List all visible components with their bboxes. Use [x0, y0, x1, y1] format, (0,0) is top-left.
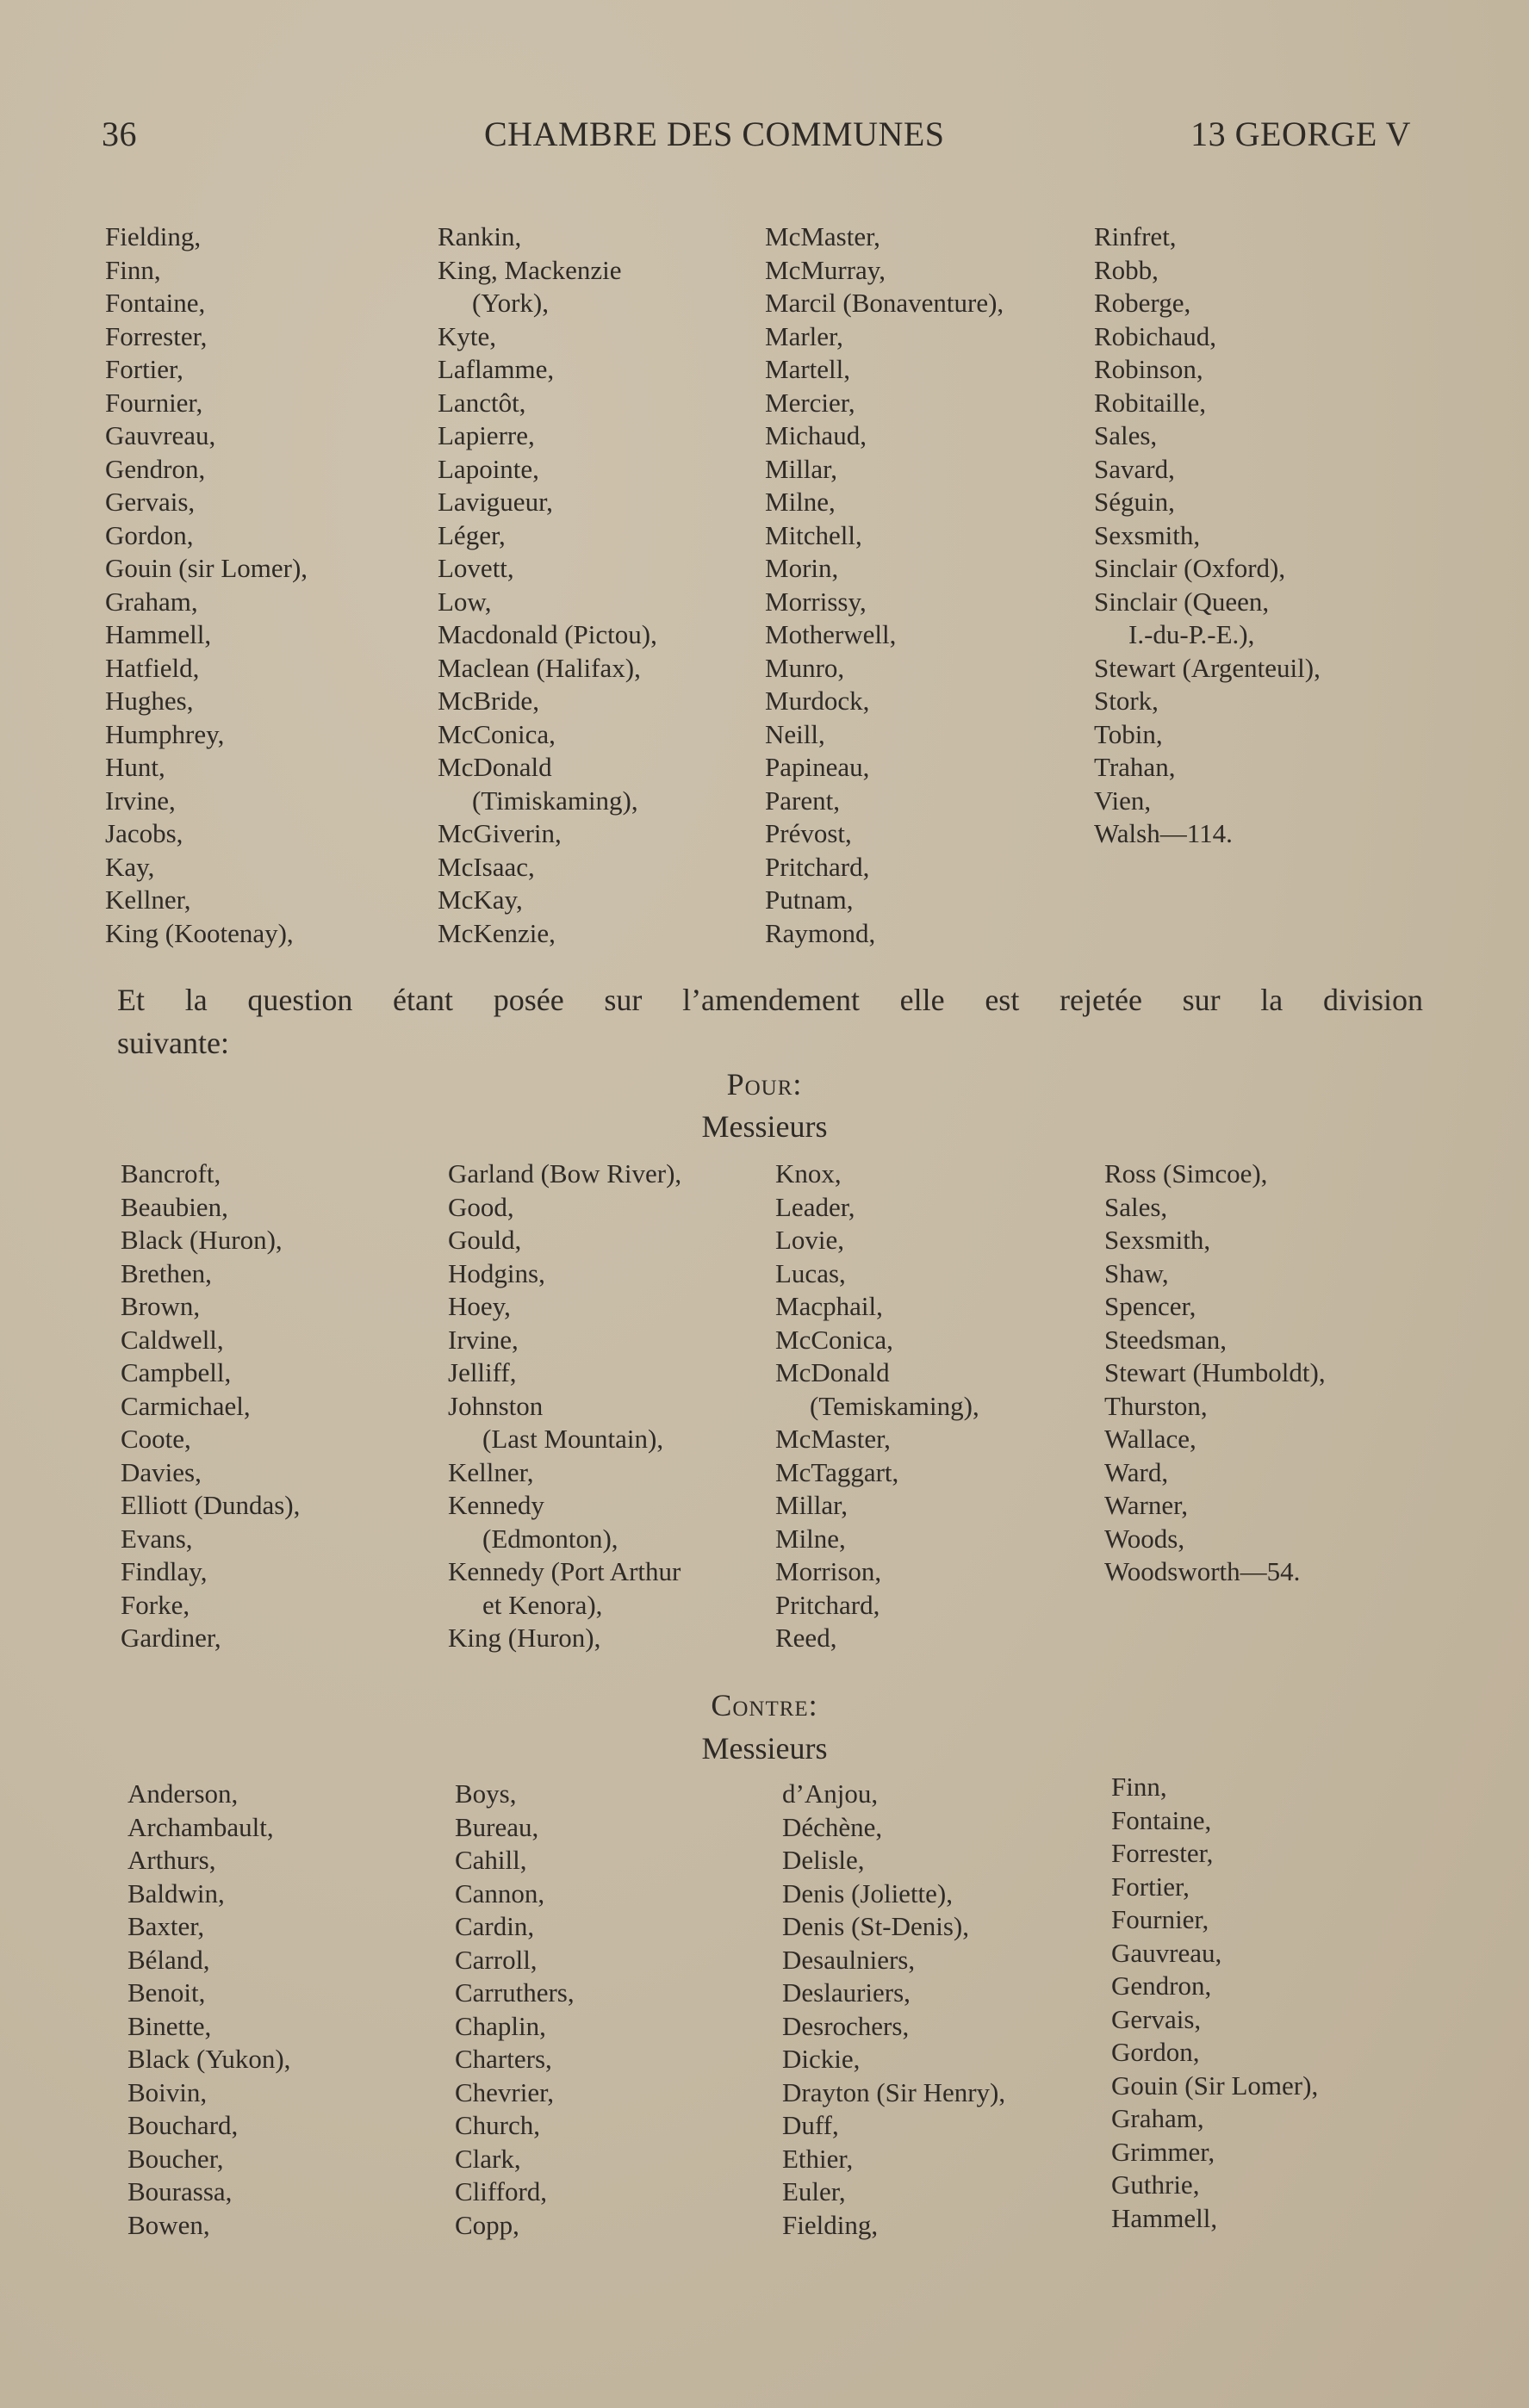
contre-column-3: [782, 1778, 1005, 2242]
member-name: Caldwell,: [121, 1324, 224, 1355]
member-name: McConica,: [438, 718, 556, 749]
member-name: Arthurs,: [127, 1845, 216, 1875]
member-name: Prévost,: [765, 818, 852, 848]
member-name-continuation: I.-du-P.-E.),: [1128, 619, 1255, 649]
member-name: Rankin,: [438, 221, 522, 251]
contre-heading: Contre:: [711, 1688, 818, 1722]
member-name: Lucas,: [775, 1257, 846, 1288]
member-name: Putnam,: [765, 884, 854, 915]
member-name: Black (Yukon),: [127, 2044, 291, 2074]
pour-column-3: [775, 1157, 979, 1655]
member-name: Chaplin,: [455, 2010, 546, 2041]
member-name: Irvine,: [448, 1324, 519, 1355]
member-name: Hughes,: [105, 686, 194, 716]
member-name: Kyte,: [438, 320, 497, 351]
member-name: Guthrie,: [1111, 2169, 1200, 2200]
member-name: Bouchard,: [127, 2110, 239, 2140]
member-name: Hodgins,: [448, 1257, 545, 1288]
member-name: Kennedy: [448, 1490, 544, 1520]
member-name: Baldwin,: [127, 1877, 225, 1908]
member-name: Archambault,: [127, 1811, 274, 1842]
list1-column-4: [1094, 220, 1321, 851]
member-name: Drayton (Sir Henry),: [782, 2076, 1006, 2107]
member-name: Sales,: [1104, 1191, 1168, 1222]
member-name: Forrester,: [105, 320, 208, 351]
member-name: King, Mackenzie: [438, 254, 622, 285]
member-name: Boys,: [455, 1778, 517, 1809]
member-name: Steedsman,: [1104, 1324, 1228, 1355]
member-name: Murdock,: [765, 686, 870, 716]
member-name: Lapierre,: [438, 420, 535, 450]
member-name: Lapointe,: [438, 453, 539, 484]
member-name: Copp,: [455, 2209, 519, 2240]
member-name: Milne,: [775, 1523, 846, 1554]
member-name: Boucher,: [127, 2143, 224, 2174]
member-name: Bureau,: [455, 1811, 539, 1842]
page-number: 36: [102, 115, 137, 153]
division-statement-line-1: Et la question étant posée sur l’amendement elle est rejetée sur la division: [117, 983, 1423, 1017]
pour-heading: Pour:: [726, 1067, 803, 1102]
member-name: Cannon,: [455, 1877, 545, 1908]
member-name-continuation: (Last Mountain),: [482, 1424, 664, 1454]
member-name: Cardin,: [455, 1911, 535, 1941]
member-name: Denis (St-Denis),: [782, 1911, 969, 1941]
member-name: Dickie,: [782, 2044, 861, 2074]
member-name: Papineau,: [765, 752, 870, 782]
member-name: Kellner,: [448, 1456, 534, 1487]
member-name: Clifford,: [455, 2176, 548, 2206]
member-name: Elliott (Dundas),: [121, 1490, 301, 1520]
member-name: Mitchell,: [765, 519, 862, 550]
member-name: Morin,: [765, 553, 839, 583]
member-name: Brethen,: [121, 1257, 212, 1288]
member-name: Robinson,: [1094, 354, 1203, 384]
member-name: Marcil (Bonaventure),: [765, 288, 1004, 318]
member-name: Stewart (Argenteuil),: [1094, 652, 1321, 683]
list1-column-2: [438, 220, 657, 950]
member-name: Jacobs,: [105, 818, 183, 848]
member-name: McBride,: [438, 686, 539, 716]
member-name: Fontaine,: [105, 288, 206, 318]
member-name: Johnston: [448, 1390, 544, 1421]
member-name: Duff,: [782, 2110, 839, 2140]
member-name: d’Anjou,: [782, 1778, 879, 1809]
member-name: McTaggart,: [775, 1456, 899, 1487]
member-name: Carruthers,: [455, 1977, 575, 2008]
member-name: Beaubien,: [121, 1191, 228, 1222]
member-name: McKay,: [438, 884, 523, 915]
member-name-continuation: (Edmonton),: [482, 1523, 618, 1554]
member-name: McKenzie,: [438, 917, 556, 948]
member-name: Carroll,: [455, 1944, 538, 1975]
member-name: Lovie,: [775, 1225, 845, 1255]
member-name: Robichaud,: [1094, 320, 1217, 351]
member-name: Campbell,: [121, 1357, 232, 1387]
member-name: Hunt,: [105, 752, 165, 782]
member-name: Graham,: [1111, 2103, 1204, 2133]
member-name: Gervais,: [1111, 2003, 1202, 2034]
contre-subheading: Messieurs: [701, 1731, 828, 1766]
running-header: [102, 114, 1411, 165]
member-name: Morrison,: [775, 1556, 882, 1586]
pour-column-4: [1104, 1157, 1326, 1589]
member-name: Kennedy (Port Arthur: [448, 1556, 681, 1586]
member-name-continuation: et Kenora),: [482, 1589, 603, 1620]
member-name: Sinclair (Queen,: [1094, 586, 1270, 617]
member-name: Gendron,: [105, 453, 206, 484]
member-name: Kellner,: [105, 884, 191, 915]
member-name: Humphrey,: [105, 718, 225, 749]
member-name: Déchène,: [782, 1811, 883, 1842]
member-name: Séguin,: [1094, 487, 1175, 517]
member-name: Sinclair (Oxford),: [1094, 553, 1286, 583]
member-name: Gouin (Sir Lomer),: [1111, 2070, 1319, 2101]
member-name: Gordon,: [105, 519, 194, 550]
member-name: Baxter,: [127, 1911, 205, 1941]
member-name: Vien,: [1094, 785, 1152, 816]
member-name: Finn,: [105, 254, 161, 285]
member-name: Fournier,: [1111, 1904, 1209, 1934]
member-name: Bancroft,: [121, 1158, 221, 1188]
pour-subheading: Messieurs: [701, 1109, 828, 1144]
member-name: Euler,: [782, 2176, 846, 2206]
member-name: Stork,: [1094, 686, 1159, 716]
member-name: Pritchard,: [765, 851, 870, 882]
member-name: McConica,: [775, 1324, 893, 1355]
member-name: Ward,: [1104, 1456, 1169, 1487]
member-name: Reed,: [775, 1623, 837, 1653]
member-name: Anderson,: [127, 1778, 239, 1809]
list1-column-3: [765, 220, 1004, 950]
member-name: Spencer,: [1104, 1291, 1196, 1321]
member-name: McMaster,: [775, 1424, 891, 1454]
member-name-continuation: (Temiskaming),: [810, 1390, 979, 1421]
member-name: Milne,: [765, 487, 836, 517]
member-name: McDonald: [438, 752, 552, 782]
member-name: Leader,: [775, 1191, 855, 1222]
member-name: Béland,: [127, 1944, 210, 1975]
member-name: Jelliff,: [448, 1357, 517, 1387]
member-name: Fontaine,: [1111, 1804, 1212, 1835]
member-name: Morrissy,: [765, 586, 867, 617]
member-name: Léger,: [438, 519, 506, 550]
member-name: Shaw,: [1104, 1257, 1169, 1288]
member-name: Lavigueur,: [438, 487, 553, 517]
contre-column-4: [1111, 1771, 1318, 2235]
member-name: King (Kootenay),: [105, 917, 294, 948]
pour-column-2: [448, 1157, 681, 1655]
member-name: Bowen,: [127, 2209, 210, 2240]
member-name: Sexsmith,: [1094, 519, 1201, 550]
member-name: Savard,: [1094, 453, 1175, 484]
member-name: Maclean (Halifax),: [438, 652, 641, 683]
member-name: McIsaac,: [438, 851, 535, 882]
member-name: Carmichael,: [121, 1390, 251, 1421]
member-name: Gordon,: [1111, 2037, 1200, 2067]
member-name: Stewart (Humboldt),: [1104, 1357, 1326, 1387]
member-name: Woods,: [1104, 1523, 1185, 1554]
member-name: Martell,: [765, 354, 850, 384]
page-title: CHAMBRE DES COMMUNES: [484, 115, 945, 153]
member-name: Gouin (sir Lomer),: [105, 553, 308, 583]
member-name: McMaster,: [765, 221, 880, 251]
member-name: Findlay,: [121, 1556, 208, 1586]
member-name: Marler,: [765, 320, 843, 351]
member-name: Rinfret,: [1094, 221, 1177, 251]
member-name: Mercier,: [765, 387, 855, 418]
member-name: Benoit,: [127, 1977, 206, 2008]
member-name: Lovett,: [438, 553, 514, 583]
member-name: Trahan,: [1094, 752, 1176, 782]
member-name: Gendron,: [1111, 1970, 1212, 2001]
member-name: Gould,: [448, 1225, 522, 1255]
member-name: Deslauriers,: [782, 1977, 911, 2008]
member-name: Walsh—114.: [1094, 818, 1233, 848]
member-name: Millar,: [775, 1490, 848, 1520]
member-name: Davies,: [121, 1456, 202, 1487]
member-name: Forrester,: [1111, 1838, 1214, 1868]
member-name: Garland (Bow River),: [448, 1158, 682, 1188]
member-name: Hatfield,: [105, 652, 200, 683]
member-name: Gauvreau,: [1111, 1937, 1222, 1968]
division-statement-line-2: suivante:: [117, 1026, 229, 1060]
member-name: Macphail,: [775, 1291, 883, 1321]
member-name: Fielding,: [105, 221, 202, 251]
member-name: Delisle,: [782, 1845, 865, 1875]
member-name: Brown,: [121, 1291, 201, 1321]
member-name: McMurray,: [765, 254, 886, 285]
member-name: Robitaille,: [1094, 387, 1207, 418]
member-name: Macdonald (Pictou),: [438, 619, 657, 649]
member-name: Fortier,: [1111, 1871, 1190, 1902]
member-name: Grimmer,: [1111, 2136, 1215, 2167]
member-name: Black (Huron),: [121, 1225, 283, 1255]
member-name: Charters,: [455, 2044, 552, 2074]
member-name: Kay,: [105, 851, 155, 882]
member-name: Woodsworth—54.: [1104, 1556, 1301, 1586]
member-name: Graham,: [105, 586, 198, 617]
pour-column-1: [121, 1157, 300, 1655]
member-name: Sexsmith,: [1104, 1225, 1211, 1255]
member-name: Fournier,: [105, 387, 203, 418]
member-name: Irvine,: [105, 785, 176, 816]
member-name: Knox,: [775, 1158, 842, 1188]
member-name: Wallace,: [1104, 1424, 1196, 1454]
member-name-continuation: (York),: [472, 288, 550, 318]
member-name: Boivin,: [127, 2076, 208, 2107]
member-name: McGiverin,: [438, 818, 562, 848]
member-name: Ross (Simcoe),: [1104, 1158, 1268, 1188]
member-name: Forke,: [121, 1589, 190, 1620]
member-name: Chevrier,: [455, 2076, 554, 2107]
member-name: Ethier,: [782, 2143, 854, 2174]
member-name: Finn,: [1111, 1772, 1167, 1802]
member-name: Hammell,: [105, 619, 212, 649]
member-name: Gervais,: [105, 487, 196, 517]
member-name: Sales,: [1094, 420, 1158, 450]
member-name: Fielding,: [782, 2209, 879, 2240]
reign-label: 13 GEORGE V: [1190, 115, 1411, 153]
member-name: Laflamme,: [438, 354, 555, 384]
member-name: Hammell,: [1111, 2202, 1218, 2233]
member-name: Desaulniers,: [782, 1944, 916, 1975]
member-name: Church,: [455, 2110, 541, 2140]
member-name: Hoey,: [448, 1291, 511, 1321]
member-name: Thurston,: [1104, 1390, 1208, 1421]
contre-column-2: [455, 1778, 575, 2242]
member-name: Evans,: [121, 1523, 193, 1554]
member-name: Gauvreau,: [105, 420, 216, 450]
member-name: McDonald: [775, 1357, 890, 1387]
member-name: Good,: [448, 1191, 514, 1222]
member-name: Low,: [438, 586, 492, 617]
member-name: Denis (Joliette),: [782, 1877, 954, 1908]
member-name: Parent,: [765, 785, 840, 816]
member-name: Robb,: [1094, 254, 1159, 285]
member-name: Pritchard,: [775, 1589, 880, 1620]
member-name: King (Huron),: [448, 1623, 601, 1653]
member-name: Motherwell,: [765, 619, 897, 649]
list1-column-1: [105, 220, 308, 950]
member-name: Desrochers,: [782, 2010, 910, 2041]
member-name: Fortier,: [105, 354, 183, 384]
member-name: Neill,: [765, 718, 825, 749]
member-name: Roberge,: [1094, 288, 1191, 318]
member-name: Warner,: [1104, 1490, 1188, 1520]
member-name: Munro,: [765, 652, 845, 683]
contre-column-1: [127, 1778, 290, 2242]
member-name: Lanctôt,: [438, 387, 526, 418]
member-name: Michaud,: [765, 420, 867, 450]
member-name: Raymond,: [765, 917, 876, 948]
member-name: Coote,: [121, 1424, 191, 1454]
member-name: Cahill,: [455, 1845, 527, 1875]
member-name: Tobin,: [1094, 718, 1163, 749]
member-name: Gardiner,: [121, 1623, 221, 1653]
member-name: Bourassa,: [127, 2176, 233, 2206]
member-name: Binette,: [127, 2010, 212, 2041]
member-name: Clark,: [455, 2143, 521, 2174]
member-name-continuation: (Timiskaming),: [472, 785, 638, 816]
member-name: Millar,: [765, 453, 837, 484]
